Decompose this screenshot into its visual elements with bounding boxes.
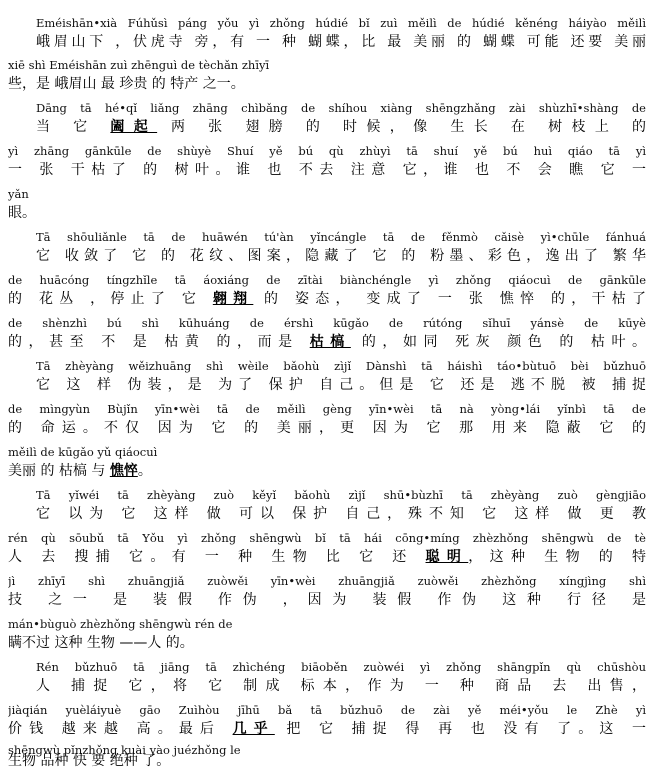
text-line: 它 以为 它 这样 做 可以 保护 自己，殊不知 它 这样 做 更 教	[36, 506, 646, 522]
text-segment: 人 去 搜捕 它。有 一 种 生物 比 它 还	[8, 549, 426, 565]
pinyin-line: jì zhīyī shì zhuāngjiǎ zuòwěi yīn•wèi zhuāngjiǎ zuòwěi zhèzhǒng xíngjìng shì	[8, 574, 646, 588]
pinyin-line: mán•bùguò zhèzhǒng shēngwù rén de	[8, 617, 233, 631]
text-line	[8, 547, 646, 567]
text-segment: 两 张 翅膀 的 时候，像 生长 在 树枝上 的	[157, 119, 646, 135]
text-line: 瞒不过 这种 生物 ——人 的。	[8, 635, 194, 651]
text-line: 它 这 样 伪装，是 为了 保护 自己。但是 它 还是 逃不脱 被 捕捉	[36, 377, 646, 393]
text-line: 一 张 干枯了 的 树叶。谁 也 不去 注意 它，谁 也 不 会 瞧 它 一	[8, 162, 646, 178]
pinyin-line: Dāng tā hé•qǐ liǎng zhāng chìbǎng de shíhou xiàng shēngzhǎng zài shùzhī•shàng de	[36, 101, 646, 115]
pinyin-line: Eméishān•xià Fúhǔsì páng yǒu yì zhǒng húdié bǐ zuì měilì de húdié kěnéng háiyào měilì	[36, 16, 646, 30]
pinyin-line: měilì de kūgǎo yǔ qiáocuì	[8, 445, 158, 459]
text-line: 峨眉山下 ，伏虎寺 旁，有 一 种 蝴蝶，比 最 美丽 的 蝴蝶 可能 还要 美丽	[36, 34, 646, 50]
pinyin-line: de shènzhì bú shì kūhuáng de érshì kūgǎo de rútóng sǐhuī yánsè de kūyè	[8, 316, 646, 330]
text-segment: 的，甚至 不 是 枯黄 的，而是	[8, 334, 310, 350]
pinyin-line: Tā zhèyàng wěizhuāng shì wèile bǎohù zìjǐ Dànshì tā háishì táo•bùtuō bèi bǔzhuō	[36, 359, 646, 373]
text-line	[8, 289, 646, 309]
pinyin-line: rén qù sōubǔ tā Yǒu yì zhǒng shēngwù bǐ tā hái cōng•míng zhèzhǒng shēngwù de tè	[8, 531, 646, 545]
text-line: 它 收敛了 它 的 花纹、图案，隐藏了 它 的 粉墨、彩色，逸出了 繁华	[36, 248, 646, 264]
pinyin-line: de huācóng tíngzhǐle tā áoxiáng de zītài biànchéngle yì zhǒng qiáocuì de gānkūle	[8, 273, 646, 287]
pinyin-line: shēngwù pǐnzhǒng kuài yào juézhǒng le	[8, 743, 241, 757]
text-segment: 价钱 越来越 高。最后	[8, 721, 233, 737]
pinyin-line: Tā shōuliǎnle tā de huāwén tú'àn yǐncángle tā de fěnmò cǎisè yì•chūle fánhuá	[36, 230, 646, 244]
text-segment: 的 姿态， 变成了 一 张 憔悴 的，干枯了	[253, 291, 646, 307]
pinyin-line: de mìngyùn Bùjǐn yīn•wèi tā de měilì gèng yīn•wèi tā nà yòng•lái yǐnbì tā de	[8, 402, 646, 416]
highlighted-word: 聪明	[425, 549, 469, 565]
text-line	[8, 117, 646, 137]
pinyin-line: yǎn	[8, 187, 29, 201]
text-line: 技 之一 是 装假 作伪 ，因为 装假 作伪 这种 行径 是	[8, 592, 646, 608]
text-segment: 。	[137, 463, 152, 479]
text-segment: 美丽 的 枯槁 与	[8, 463, 110, 479]
text-segment: ，这种 生物 的 特	[468, 549, 646, 565]
text-line	[8, 461, 646, 481]
text-line	[8, 719, 646, 739]
highlighted-word: 阖起	[110, 119, 158, 135]
text-line	[8, 332, 646, 352]
pinyin-line: Rén bǔzhuō tā jiāng tā zhìchéng biāoběn zuòwéi yì zhǒng shāngpǐn qù chūshòu	[36, 660, 646, 674]
text-line: 生物 品种 快 要 绝种 了。	[8, 753, 171, 769]
pinyin-line: xiē shì Eméishān zuì zhēnguì de tèchǎn zhīyī	[8, 58, 270, 72]
text-segment: 的，如同 死灰 颜色 的 枯叶。	[350, 334, 646, 350]
pinyin-line: Tā yǐwéi tā zhèyàng zuò kěyǐ bǎohù zìjǐ shū•bùzhī tā zhèyàng zuò gèngjiāo	[36, 488, 646, 502]
text-segment: 的 花丛 ，停止了 它	[8, 291, 213, 307]
pinyin-line: jiàqián yuèláiyuè gāo Zuìhòu jīhū bǎ tā bǔzhuō de zài yě méi•yǒu le Zhè yì	[8, 703, 646, 717]
highlighted-word: 枯槁	[309, 334, 351, 350]
highlighted-word: 几乎	[232, 721, 275, 737]
text-line: 人 捕捉 它，将 它 制成 标本，作为 一 种 商品 去 出售，	[36, 678, 646, 694]
highlighted-word: 翱翔	[212, 291, 254, 307]
text-line: 的 命运。不仅 因为 它 的 美丽，更 因为 它 那 用来 隐蔽 它 的	[8, 420, 646, 436]
text-line: 些，是 峨眉山 最 珍贵 的 特产 之一。	[8, 76, 245, 92]
highlighted-word: 憔悴	[109, 463, 138, 479]
text-segment: 当 它	[36, 119, 111, 135]
text-line: 眼。	[8, 205, 36, 221]
text-segment: 把 它 捕捉 得 再 也 没有 了。这 一	[274, 721, 646, 737]
pinyin-line: yì zhāng gānkūle de shùyè Shuí yě bú qù zhùyì tā shuí yě bú huì qiáo tā yì	[8, 144, 646, 158]
